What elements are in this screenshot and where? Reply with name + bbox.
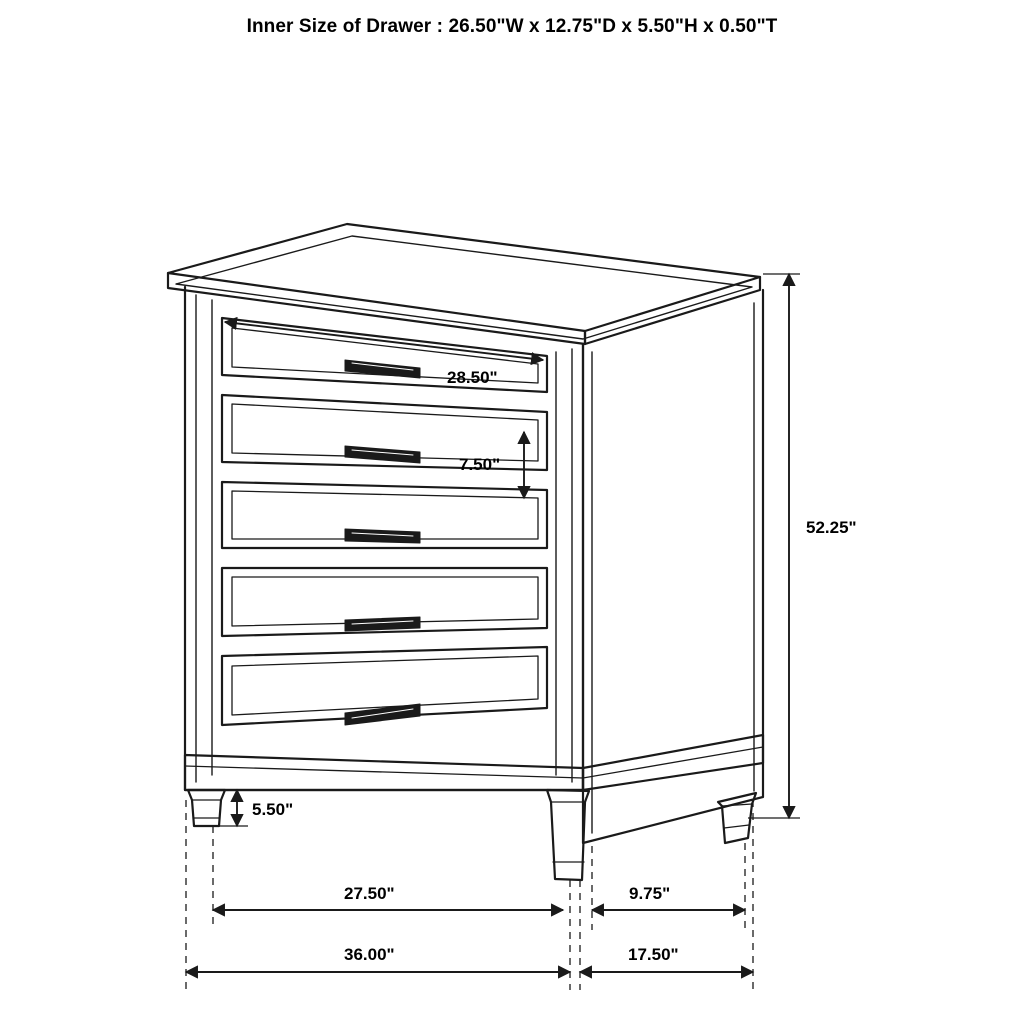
label-case-front-width: 27.50" [344,884,395,903]
label-overall-width: 36.00" [344,945,395,964]
drawer-4 [222,568,547,636]
chest-side-panel [583,290,763,843]
leg-front-left [188,790,225,826]
label-side-depth: 9.75" [629,884,671,903]
page-title: Inner Size of Drawer : 26.50"W x 12.75"D x 5.50"H x 0.50"T [246,16,778,37]
label-overall-depth: 17.50" [628,945,679,964]
label-drawer-front-height: 7.50" [459,455,501,474]
base-apron [185,735,763,790]
label-drawer-front-width: 28.50" [447,368,498,387]
label-overall-height: 52.25" [806,518,857,537]
label-leg-height: 5.50" [252,800,294,819]
drawer-3 [222,482,547,548]
drawer-5 [222,647,547,725]
